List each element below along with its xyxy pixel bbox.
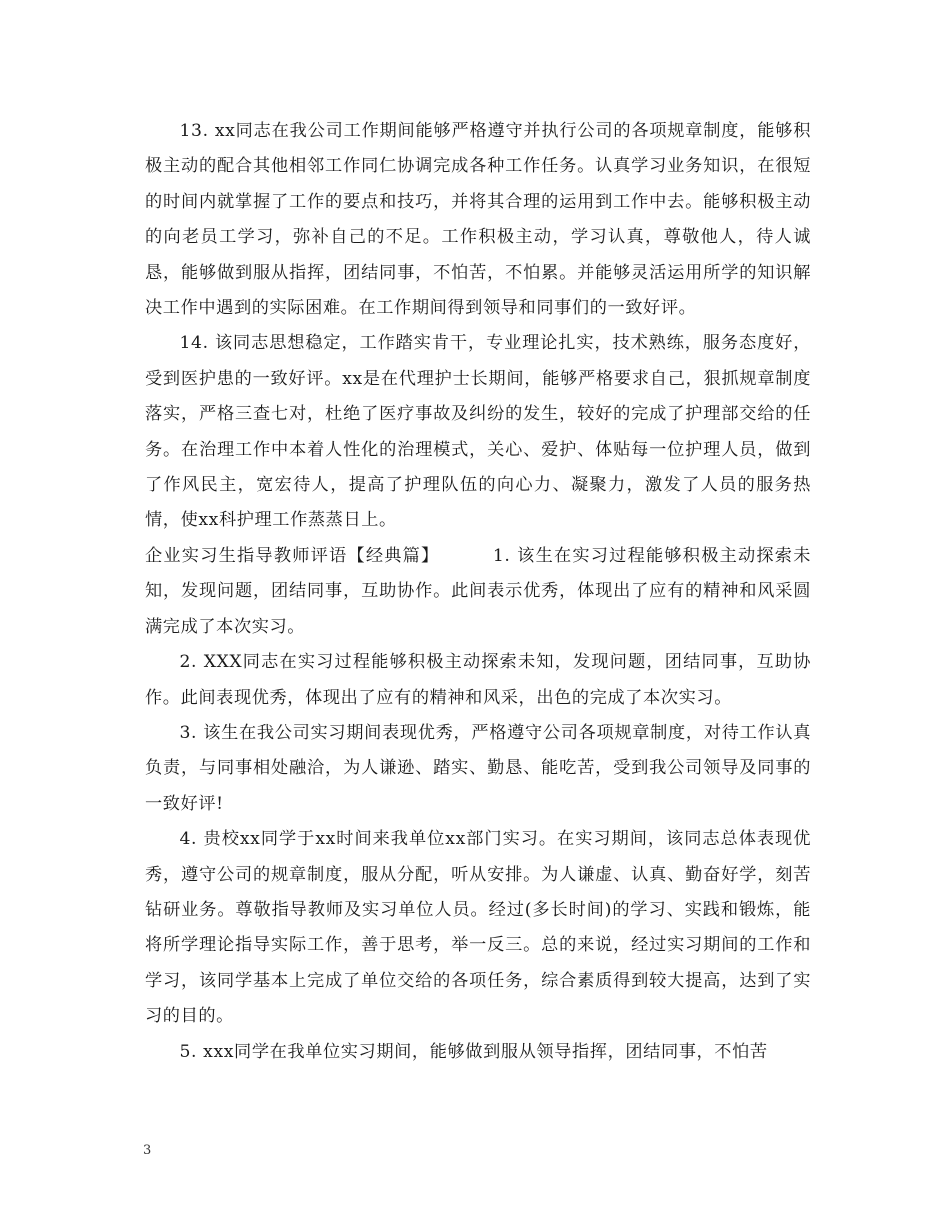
paragraph-14: 14. 该同志思想稳定，工作踏实肯干，专业理论扎实，技术熟练，服务态度好，受到医护患的一致好评。xx是在代理护士长期间，能够严格要求自己，狠抓规章制度落实，严格三查七对，杜绝了医疗事故及纠纷的发生，较好的完成了护理部交给的任务。在治理工作中本着人性化的治理模式，关心、爱护、体贴每一位护理人员，做到了作风民主，宽宏待人，提高了护理队伍的向心力、凝聚力，激发了人员的服务热情，使xx科护理工作蒸蒸日上。 xyxy=(145,333,811,531)
page-number: 3 xyxy=(143,1143,152,1158)
paragraph-5: 5. xxx同学在我单位实习期间，能够做到服从领导指挥，团结同事，不怕苦 xyxy=(179,1041,768,1062)
paragraph-1-text: 1. 该生在实习过程能够积极主动探索未知，发现问题，团结同事，互助协作。此间表示优秀，体现出了应有的精神和风采圆满完成了本次实习。 xyxy=(145,545,811,637)
paragraph-13: 13. xx同志在我公司工作期间能够严格遵守并执行公司的各项规章制度，能够积极主动的配合其他相邻工作同仁协调完成各种工作任务。认真学习业务知识，在很短的时间内就掌握了工作的要点和技巧，并将其合理的运用到工作中去。能够积极主动的向老员工学习，弥补自己的不足。工作积极主动，学习认真，尊敬他人，待人诚恳，能够做到服从指挥，团结同事，不怕苦，不怕累。并能够灵活运用所学的知识解决工作中遇到的实际困难。在工作期间得到领导和同事们的一致好评。 xyxy=(145,121,811,319)
section-heading: 企业实习生指导教师评语【经典篇】 xyxy=(145,545,440,566)
paragraph-2: 2. XXX同志在实习过程能够积极主动探索未知，发现问题，团结同事，互助协作。此间表现优秀，体现出了应有的精神和风采，出色的完成了本次实习。 xyxy=(145,652,811,708)
section-paragraph-1 xyxy=(145,539,811,645)
paragraph-4: 4. 贵校xx同学于xx时间来我单位xx部门实习。在实习期间，该同志总体表现优秀，遵守公司的规章制度，服从分配，听从安排。为人谦虚、认真、勤奋好学，刻苦钻研业务。尊敬指导教师及实习单位人员。经过(多长时间)的学习、实践和锻炼，能将所学理论指导实际工作，善于思考，举一反三。总的来说，经过实习期间的工作和学习，该同学基本上完成了单位交给的各项任务，综合素质得到较大提高，达到了实习的目的。 xyxy=(145,829,811,1027)
paragraph-3: 3. 该生在我公司实习期间表现优秀，严格遵守公司各项规章制度，对待工作认真负责，与同事相处融洽，为人谦逊、踏实、勤恳、能吃苦，受到我公司领导及同事的一致好评! xyxy=(145,722,811,814)
document-page xyxy=(145,114,811,1070)
